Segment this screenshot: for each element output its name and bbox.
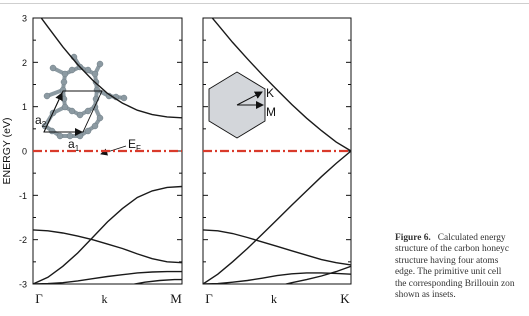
- carbon-atom: [61, 79, 67, 85]
- honeycomb-atoms: [42, 54, 127, 139]
- carbon-atom: [60, 87, 66, 93]
- K-point-label: K: [266, 86, 275, 100]
- y-tick-label: 0: [21, 146, 27, 157]
- x-tick-label: Γ: [35, 291, 43, 306]
- fermi-level-label: $E_F$: [128, 137, 141, 153]
- caption-line-2: structure of the carbon honeyc: [395, 244, 510, 255]
- caption-line-4: edge. The primitive unit cell: [395, 267, 502, 278]
- carbon-atom: [85, 67, 91, 73]
- carbon-atom: [97, 115, 103, 121]
- caption-line-6: shown as insets.: [395, 290, 456, 301]
- carbon-atom: [85, 108, 91, 114]
- caption-figure-label: Figure 6.: [395, 233, 431, 243]
- caption-line-3: structure having four atoms: [395, 255, 499, 266]
- band-line-4: [33, 272, 182, 284]
- caption-line-1: [395, 233, 529, 244]
- carbon-atom: [62, 104, 68, 110]
- caption-line-5: the corresponding Brillouin zon: [395, 278, 515, 289]
- band-line-5: [247, 266, 351, 295]
- left-x-tick-labels: [35, 291, 182, 306]
- carbon-atom: [61, 96, 67, 102]
- x-tick-label: k: [101, 292, 108, 306]
- band-line-4: [203, 273, 351, 284]
- x-tick-label: M: [170, 291, 182, 306]
- carbon-atom: [69, 67, 75, 73]
- x-tick-label: Γ: [205, 291, 213, 306]
- right-x-tick-labels: [205, 291, 350, 306]
- M-point-label: M: [266, 105, 276, 119]
- y-tick-label: 2: [21, 57, 27, 68]
- y-tick-label: -1: [18, 190, 27, 201]
- band-line-1: [33, 7, 182, 118]
- carbon-atom: [77, 133, 83, 139]
- vector-a2-label: $a_2$: [35, 113, 47, 129]
- vector-a1-label: $a_1$: [68, 137, 80, 153]
- carbon-atom: [77, 112, 83, 118]
- carbon-atom: [92, 71, 98, 77]
- carbon-atom: [92, 123, 98, 129]
- y-tick-label: -3: [18, 279, 27, 290]
- carbon-atom: [69, 108, 75, 114]
- carbon-atom: [49, 128, 55, 134]
- carbon-atom: [57, 133, 63, 139]
- carbon-atom: [85, 128, 91, 134]
- carbon-atom: [97, 61, 103, 67]
- x-tick-label: k: [271, 292, 278, 306]
- x-tick-label: K: [340, 291, 350, 306]
- carbon-atom: [44, 93, 50, 99]
- left-panel: [1, 7, 182, 306]
- band-line-2: [203, 151, 351, 284]
- band-line-3: [33, 230, 182, 263]
- carbon-atom: [94, 87, 100, 93]
- left-y-tick-labels: [19, 14, 27, 290]
- figure-caption: [395, 233, 529, 313]
- caption-line-1-rest: Calculated energy: [437, 233, 506, 243]
- brillouin-zone-inset: [209, 72, 276, 138]
- y-axis-label: ENERGY (eV): [1, 117, 13, 185]
- y-tick-label: 1: [21, 102, 27, 113]
- band-line-3: [203, 230, 351, 265]
- carbon-atom: [62, 71, 68, 77]
- right-panel: [203, 7, 351, 306]
- carbon-atom: [50, 65, 56, 71]
- y-tick-label: 3: [21, 13, 27, 24]
- band-line-2: [33, 187, 182, 285]
- carbon-atom: [121, 95, 127, 101]
- y-tick-label: -2: [18, 235, 27, 246]
